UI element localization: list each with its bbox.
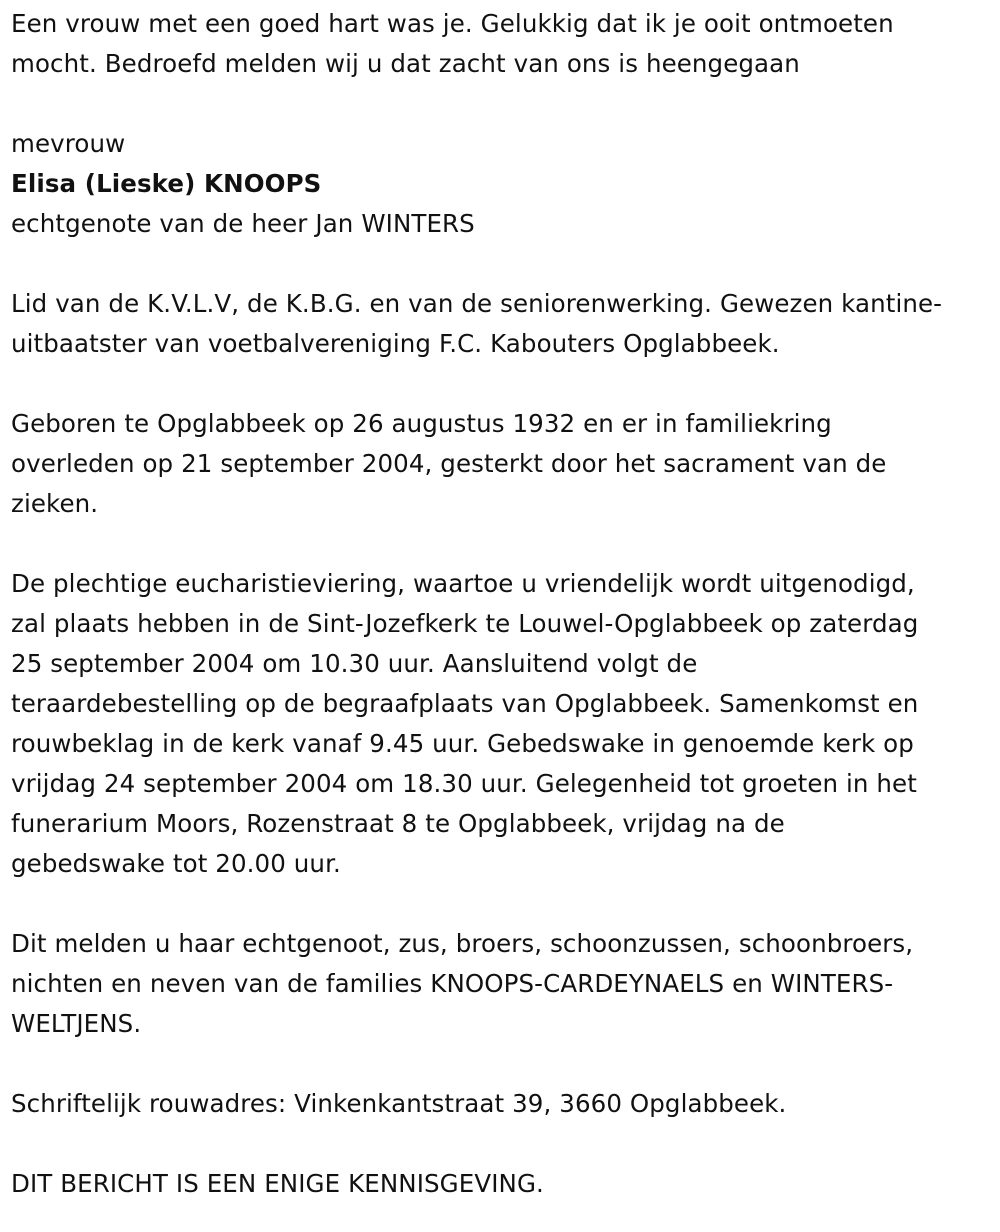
closing-statement: DIT BERICHT IS EEN ENIGE KENNISGEVING.: [11, 1169, 544, 1198]
ceremony-line: 25 september 2004 om 10.30 uur. Aansluitend volgt de: [11, 649, 698, 678]
birth-death-line: overleden op 21 september 2004, gesterkt door het sacrament van de: [11, 449, 887, 478]
birth-death-line: Geboren te Opglabbeek op 26 augustus 1932 en er in familiekring: [11, 409, 832, 438]
spacer: [11, 884, 990, 924]
birth-death-line: zieken.: [11, 489, 99, 518]
mourning-address: Schriftelijk rouwadres: Vinkenkantstraat 39, 3660 Opglabbeek.: [11, 1089, 787, 1118]
family-line: Dit melden u haar echtgenoot, zus, broers, schoonzussen, schoonbroers,: [11, 929, 914, 958]
deceased-name: Elisa (Lieske) KNOOPS: [11, 169, 322, 198]
ceremony-line: rouwbeklag in de kerk vanaf 9.45 uur. Gebedswake in genoemde kerk op: [11, 729, 914, 758]
family-line: WELTJENS.: [11, 1009, 142, 1038]
membership-line: Lid van de K.V.L.V, de K.B.G. en van de seniorenwerking. Gewezen kantine-: [11, 289, 943, 318]
spacer: [11, 364, 990, 404]
family-paragraph: [11, 924, 990, 1044]
spacer: [11, 84, 990, 124]
spacer: [11, 1044, 990, 1084]
spacer: [11, 1124, 990, 1164]
intro-line: Een vrouw met een goed hart was je. Gelukkig dat ik je ooit ontmoeten: [11, 9, 894, 38]
ceremony-line: zal plaats hebben in de Sint-Jozefkerk te Louwel-Opglabbeek op zaterdag: [11, 609, 919, 638]
honorific: mevrouw: [11, 129, 126, 158]
ceremony-line: vrijdag 24 september 2004 om 18.30 uur. Gelegenheid tot groeten in het: [11, 769, 917, 798]
intro-line: mocht. Bedroefd melden wij u dat zacht van ons is heengegaan: [11, 49, 800, 78]
spacer: [11, 244, 990, 284]
birth-death-paragraph: [11, 404, 990, 524]
intro-paragraph: [11, 4, 990, 84]
ceremony-line: teraardebestelling op de begraafplaats van Opglabbeek. Samenkomst en: [11, 689, 919, 718]
membership-line: uitbaatster van voetbalvereniging F.C. Kabouters Opglabbeek.: [11, 329, 780, 358]
spouse-line: echtgenote van de heer Jan WINTERS: [11, 209, 475, 238]
spacer: [11, 524, 990, 564]
family-line: nichten en neven van de families KNOOPS-CARDEYNAELS en WINTERS-: [11, 969, 894, 998]
ceremony-line: gebedswake tot 20.00 uur.: [11, 849, 341, 878]
membership-paragraph: [11, 284, 990, 364]
ceremony-line: De plechtige eucharistieviering, waartoe u vriendelijk wordt uitgenodigd,: [11, 569, 915, 598]
ceremony-line: funerarium Moors, Rozenstraat 8 te Opglabbeek, vrijdag na de: [11, 809, 785, 838]
ceremony-paragraph: [11, 564, 990, 884]
